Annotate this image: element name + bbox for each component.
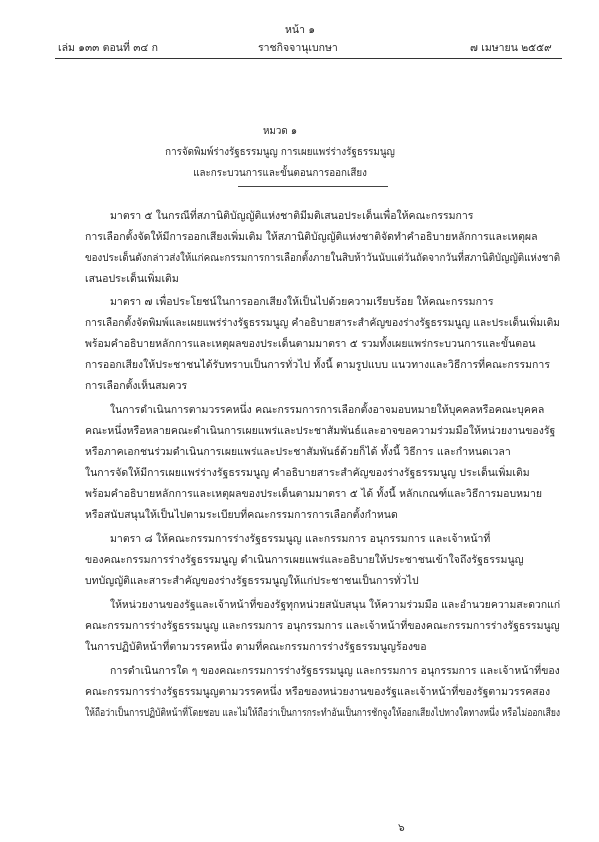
text-line: พร้อมคำอธิบายหลักการและเหตุผลของประเด็นตามมาตรา ๕ รวมทั้งเผยแพร่กระบวนการและขั้นตอน xyxy=(85,338,536,350)
text-line: ของประเด็นดังกล่าวส่งให้แก่คณะกรรมการการเลือกตั้งภายในสิบห้าวันนับแต่วันถัดจากวันที่สภานิติบัญญัติแห่งชาติ xyxy=(85,252,561,264)
text-line: คณะกรรมการร่างรัฐธรรมนูญตามวรรคหนึ่ง หรือของหน่วยงานของรัฐและเจ้าหน้าที่ของรัฐตามวรรคสอง xyxy=(85,686,551,698)
volume-issue: เล่ม ๑๓๓ ตอนที่ ๓๔ ก xyxy=(58,42,159,54)
section-underline xyxy=(238,186,388,187)
gazette-name: ราชกิจจานุเบกษา xyxy=(258,42,338,54)
text-line: บทบัญญัติและสาระสำคัญของร่างรัฐธรรมนูญให้แก่ประชาชนเป็นการทั่วไป xyxy=(85,575,419,587)
text-line: มาตรา ๘ ให้คณะกรรมการร่างรัฐธรรมนูญ และกรรมการ อนุกรรมการ และเจ้าหน้าที่ xyxy=(110,533,491,545)
text-line: การเลือกตั้งจัดพิมพ์และเผยแพร่ร่างรัฐธรรมนูญ คำอธิบายสาระสำคัญของร่างรัฐธรรมนูญ และประเด็นเพิ่มเติม xyxy=(85,317,560,329)
header-rule xyxy=(55,58,562,59)
section-subtitle-1: การจัดพิมพ์ร่างรัฐธรรมนูญ การเผยแพร่ร่างรัฐธรรมนูญ xyxy=(165,146,395,158)
text-line: หรือสนับสนุนให้เป็นไปตามระเบียบที่คณะกรรมการการเลือกตั้งกำหนด xyxy=(85,509,398,521)
section-title: หมวด ๑ xyxy=(262,125,298,137)
text-line: ในการปฏิบัติหน้าที่ตามวรรคหนึ่ง ตามที่คณะกรรมการร่างรัฐธรรมนูญร้องขอ xyxy=(85,641,427,653)
text-line: การออกเสียงให้ประชาชนได้รับทราบเป็นการทั่วไป ทั้งนี้ ตามรูปแบบ แนวทางและวิธีการที่คณะกรรมการ xyxy=(85,359,550,371)
text-line: ให้หน่วยงานของรัฐและเจ้าหน้าที่ของรัฐทุกหน่วยสนับสนุน ให้ความร่วมมือ และอำนวยความสะดวกแก่ xyxy=(110,599,561,611)
text-line: ในการจัดให้มีการเผยแพร่ร่างรัฐธรรมนูญ คำอธิบายสาระสำคัญของร่างรัฐธรรมนูญ ประเด็นเพิ่มเติม xyxy=(85,467,530,479)
section-subtitle-2: และกระบวนการและขั้นตอนการออกเสียง xyxy=(193,167,367,179)
text-line: มาตรา ๕ ในกรณีที่สภานิติบัญญัติแห่งชาติมีมติเสนอประเด็นเพื่อให้คณะกรรมการ xyxy=(110,210,474,222)
text-line: มาตรา ๗ เพื่อประโยชน์ในการออกเสียงให้เป็นไปด้วยความเรียบร้อย ให้คณะกรรมการ xyxy=(110,296,494,308)
text-line: การเลือกตั้งเห็นสมควร xyxy=(85,380,188,392)
text-line: คณะกรรมการร่างรัฐธรรมนูญ และกรรมการ อนุกรรมการ และเจ้าหน้าที่ของคณะกรรมการร่างรัฐธรรมนูญ xyxy=(85,620,560,632)
gazette-date: ๗ เมษายน ๒๕๕๙ xyxy=(470,42,552,54)
text-line: คณะหนึ่งหรือหลายคณะดำเนินการเผยแพร่และประชาสัมพันธ์และอาจขอความร่วมมือให้หน่วยงานของรัฐ xyxy=(85,425,556,437)
text-line: ให้ถือว่าเป็นการปฏิบัติหน้าที่โดยชอบ และไม่ให้ถือว่าเป็นการกระทำอันเป็นการชักจูงให้ออกเสียงไปทางใดทางหนึ่ง หรือไม่ออกเสียง xyxy=(85,707,561,719)
text-line: การดำเนินการใด ๆ ของคณะกรรมการร่างรัฐธรรมนูญ และกรรมการ อนุกรรมการ และเจ้าหน้าที่ของ xyxy=(110,665,560,677)
text-line: พร้อมคำอธิบายหลักการและเหตุผลของประเด็นตามมาตรา ๕ ได้ ทั้งนี้ หลักเกณฑ์และวิธีการมอบหมาย xyxy=(85,488,543,500)
text-line: การเลือกตั้งจัดให้มีการออกเสียงเพิ่มเติม ให้สภานิติบัญญัติแห่งชาติจัดทำคำอธิบายหลักการและเหตุผล xyxy=(85,231,538,243)
text-line: ในการดำเนินการตามวรรคหนึ่ง คณะกรรมการการเลือกตั้งอาจมอบหมายให้บุคคลหรือคณะบุคคล xyxy=(110,404,545,416)
text-line: หรือภาคเอกชนร่วมดำเนินการเผยแพร่และประชาสัมพันธ์ด้วยก็ได้ ทั้งนี้ วิธีการ และกำหนดเวลา xyxy=(85,446,511,458)
footer-page-number: ๖ xyxy=(398,822,405,834)
page-label: หน้า ๑ xyxy=(285,24,315,36)
text-line: ของคณะกรรมการร่างรัฐธรรมนูญ ดำเนินการเผยแพร่และอธิบายให้ประชาชนเข้าใจถึงรัฐธรรมนูญ xyxy=(85,554,524,566)
text-line: เสนอประเด็นเพิ่มเติม xyxy=(85,273,179,285)
